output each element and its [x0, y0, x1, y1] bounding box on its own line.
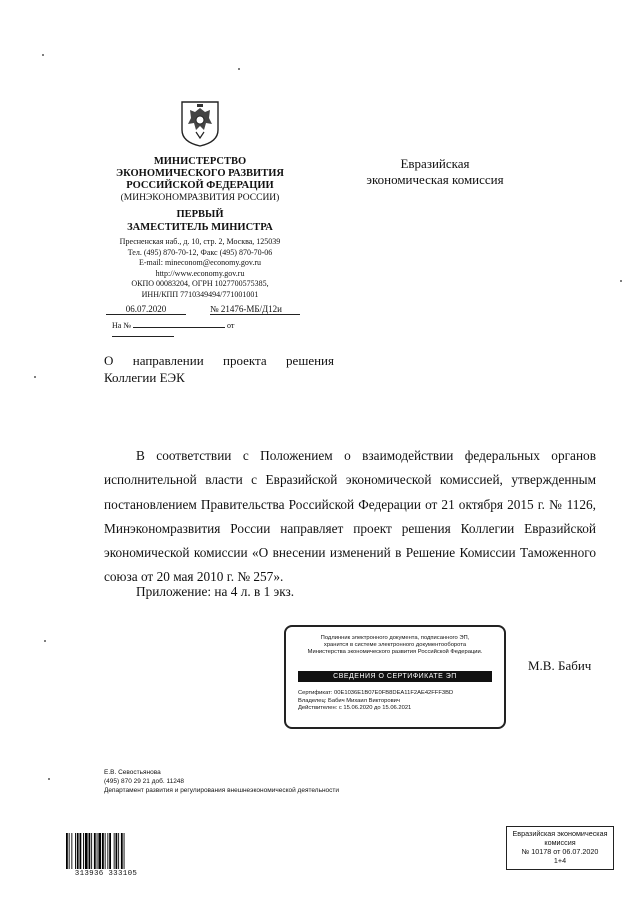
barcode-number: 313936 333105	[74, 870, 138, 878]
position-line: ЗАМЕСТИТЕЛЬ МИНИСТРА	[127, 222, 273, 233]
na-label: На №	[112, 321, 131, 330]
outgoing-number	[210, 304, 300, 315]
number-label: №	[210, 304, 219, 314]
reg-pages: 1+4	[553, 856, 567, 865]
email: E-mail: mineconom@economy.gov.ru	[138, 258, 262, 267]
recipient	[360, 156, 510, 188]
contact-block	[100, 237, 300, 300]
incoming-reference	[112, 321, 297, 339]
stamp-header-line: Министерства экономического развития Российской Федерации.	[307, 649, 483, 655]
validity: Действителен: с 15.06.2020 до 15.06.2021	[298, 705, 412, 711]
signer-name: М.В. Бабич	[528, 658, 592, 673]
phone-fax: Тел. (495) 870-70-12, Факс (495) 870-70-06	[127, 247, 273, 257]
website: http://www.economy.gov.ru	[155, 268, 245, 278]
registration-stamp	[506, 826, 614, 870]
address: Пресненская наб., д. 10, стр. 2, Москва, 125039	[119, 237, 281, 246]
certificate: Сертификат: 00E1036E1B07E0FB8DEA11F2AE42FFF3BD	[298, 690, 454, 696]
ot-label: от	[226, 321, 235, 330]
appendix-note: Приложение: на 4 л. в 1 экз.	[136, 584, 295, 599]
position-title	[100, 208, 300, 234]
executor-phone: (495) 870 29 21 доб. 11248	[104, 778, 185, 785]
stamp-title: СВЕДЕНИЯ О СЕРТИФИКАТЕ ЭП	[298, 671, 492, 682]
okpo-ogrn: ОКПО 00083204, ОГРН 1027700575385,	[131, 279, 269, 288]
recipient-line: экономическая комиссия	[366, 172, 504, 187]
outgoing-date: 06.07.2020	[106, 304, 186, 315]
executor-name: Е.В. Севостьянова	[104, 769, 161, 776]
inn-kpp: ИНН/КПП 7710349494/771001001	[141, 289, 259, 299]
ministry-line: РОССИЙСКОЙ ФЕДЕРАЦИИ	[126, 180, 274, 191]
reg-org-line: Евразийская экономическая	[512, 829, 608, 838]
position-line: ПЕРВЫЙ	[176, 209, 224, 220]
subject-line: Коллегии ЕЭК	[104, 370, 185, 385]
ministry-abbreviation: (МИНЭКОНОМРАЗВИТИЯ РОССИИ)	[120, 193, 280, 203]
reg-org-line: комиссия	[544, 838, 576, 847]
barcode	[66, 833, 146, 869]
number-value: 21476-МБ/Д12и	[220, 304, 282, 314]
subject	[104, 352, 334, 386]
subject-line: О направлении проекта решения	[104, 353, 334, 368]
recipient-line: Евразийская	[400, 156, 470, 171]
executor-department: Департамент развития и регулирования внешнеэкономической деятельности	[104, 787, 340, 794]
ministry-line: МИНИСТЕРСТВО	[153, 156, 247, 167]
owner: Владелец: Бабич Михаил Викторович	[298, 697, 400, 704]
reg-number: № 10178 от 06.07.2020	[521, 847, 599, 856]
executor-info	[104, 768, 374, 795]
stamp-header-line: Подлинник электронного документа, подписанного ЭП,	[320, 635, 470, 641]
stamp-header	[296, 635, 494, 656]
ministry-line: ЭКОНОМИЧЕСКОГО РАЗВИТИЯ	[116, 168, 284, 179]
electronic-signature-stamp	[284, 625, 506, 729]
stamp-info	[298, 690, 496, 713]
letter-body: В соответствии с Положением о взаимодействии федеральных органов исполнительной власти с Евразийской экономической комиссией, утвержденным постановлением Правительства Российской Федерации от 21 октября 2015 г. № 1126, Минэкономразвития России направляет проект решения Коллегии Евразийской экономической комиссии «О внесении изменений в Решение Комиссии Таможенного союза от 20 мая 2010 г. № 257».	[104, 448, 596, 585]
russian-double-headed-eagle-icon	[178, 98, 222, 148]
ministry-name	[100, 156, 300, 204]
stamp-header-line: хранится в системе электронного документооборота	[323, 642, 467, 648]
